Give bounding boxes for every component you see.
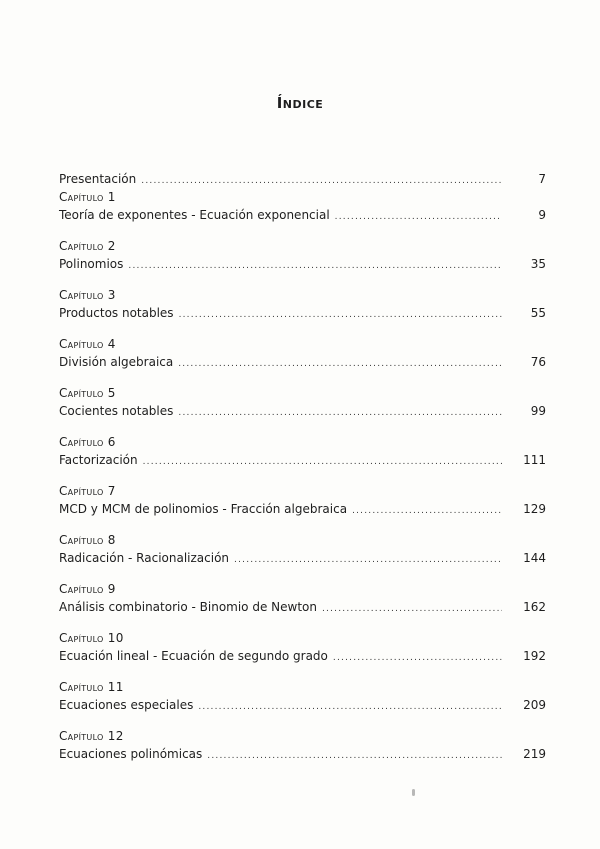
toc-title: Análisis combinatorio - Binomio de Newton [59,600,317,614]
toc-line [59,304,546,322]
toc-entry-capitulo-4 [59,335,546,371]
toc-line [59,745,546,763]
toc-entry-capitulo-7 [59,482,546,518]
dot-leader [128,259,502,273]
toc-page-number: 99 [530,404,546,418]
toc-page-number: 35 [530,257,546,271]
chapter-label: Capítulo 11 [59,680,124,694]
toc-page-number: 76 [530,355,546,369]
chapter-label: Capítulo 5 [59,386,116,400]
toc-line [59,696,546,714]
toc-entry-capitulo-5 [59,384,546,420]
chapter-label: Capítulo 12 [59,729,124,743]
toc-title: División algebraica [59,355,174,369]
toc-entry-capitulo-12 [59,727,546,763]
toc-line [59,549,546,567]
toc-line [59,206,546,224]
toc-entry-capitulo-9 [59,580,546,616]
toc-page-number: 129 [523,502,546,516]
chapter-label: Capítulo 3 [59,288,116,302]
paper-speck [412,789,415,796]
toc-entry-capitulo-11 [59,678,546,714]
toc-line [59,255,546,273]
chapter-label: Capítulo 4 [59,337,116,351]
chapter-label: Capítulo 1 [59,190,116,204]
toc-title: Polinomios [59,257,124,271]
chapter-label: Capítulo 6 [59,435,116,449]
toc-line [59,451,546,469]
toc-page-number: 219 [523,747,546,761]
table-of-contents [59,170,546,763]
toc-title: Factorización [59,453,138,467]
dot-leader [141,174,502,188]
toc-entry-capitulo-10 [59,629,546,665]
dot-leader [234,553,502,567]
dot-leader [207,749,502,763]
toc-line [59,647,546,665]
toc-page-number: 7 [538,172,546,186]
toc-title: MCD y MCM de polinomios - Fracción algebraica [59,502,348,516]
toc-page-number: 55 [530,306,546,320]
toc-page-number: 192 [523,649,546,663]
toc-page-number: 144 [523,551,546,565]
chapter-label: Capítulo 2 [59,239,116,253]
toc-title: Radicación - Racionalización [59,551,230,565]
dot-leader [322,602,502,616]
toc-page-number: 209 [523,698,546,712]
toc-entry-capitulo-2 [59,237,546,273]
dot-leader [333,651,502,665]
dot-leader [178,357,502,371]
toc-title: Ecuación lineal - Ecuación de segundo grado [59,649,328,663]
dot-leader [352,504,502,518]
toc-page-number: 9 [538,208,546,222]
toc-line [59,353,546,371]
toc-line [59,500,546,518]
dot-leader [143,455,502,469]
toc-page-number: 162 [523,600,546,614]
toc-page-number: 111 [523,453,546,467]
toc-entry-capitulo-8 [59,531,546,567]
toc-title: Ecuaciones polinómicas [59,747,203,761]
toc-title: Productos notables [59,306,174,320]
chapter-label: Capítulo 9 [59,582,116,596]
toc-title: Cocientes notables [59,404,174,418]
dot-leader [179,308,502,322]
page-title: Índice [276,94,324,112]
toc-title: Teoría de exponentes - Ecuación exponencial [59,208,330,222]
dot-leader [178,406,502,420]
toc-line [59,598,546,616]
chapter-label: Capítulo 7 [59,484,116,498]
toc-line [59,402,546,420]
toc-entry-capitulo-3 [59,286,546,322]
dot-leader [335,210,502,224]
chapter-label: Capítulo 8 [59,533,116,547]
toc-entry-presentacion [59,170,546,188]
dot-leader [198,700,502,714]
toc-entry-capitulo-6 [59,433,546,469]
toc-title: Presentación [59,172,137,186]
toc-title: Ecuaciones especiales [59,698,194,712]
chapter-label: Capítulo 10 [59,631,124,645]
toc-line [59,170,546,188]
toc-entry-capitulo-1 [59,188,546,224]
